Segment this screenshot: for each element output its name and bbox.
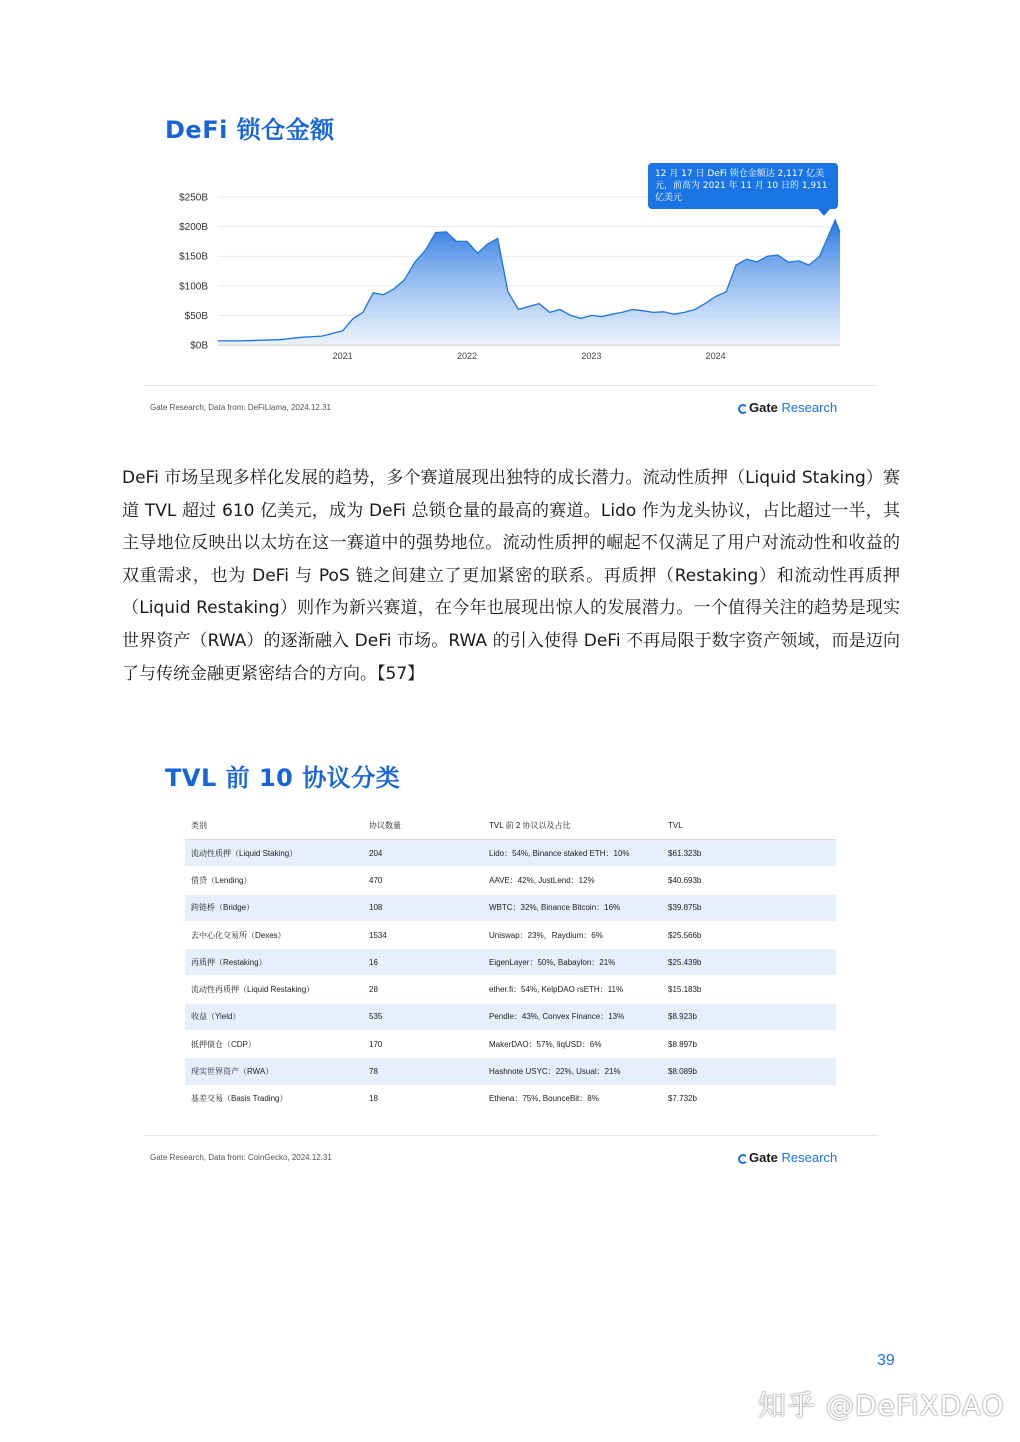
cell-protocol-count: 78 xyxy=(363,1058,483,1085)
header-tvl: TVL xyxy=(662,812,836,840)
header-category: 类别 xyxy=(185,812,363,840)
cell-protocol-count: 16 xyxy=(363,949,483,976)
cell-tvl: $8.897b xyxy=(662,1031,836,1058)
cell-top-protocols: Hashnote USYC：22%, Usual：21% xyxy=(483,1058,662,1085)
y-tick-label: $200B xyxy=(179,222,208,234)
header-top-protocols: TVL 前 2 协议以及占比 xyxy=(483,812,662,840)
watermark: 知乎 @DeFiXDAO xyxy=(758,1389,1005,1422)
table-row xyxy=(185,1085,836,1112)
chart-series xyxy=(218,220,840,345)
tvl-area-fill xyxy=(218,220,840,345)
cell-category: 跨链桥（Bridge） xyxy=(185,894,363,921)
cell-tvl: $15.183b xyxy=(662,976,836,1003)
table-row xyxy=(185,921,836,948)
y-tick-label: $100B xyxy=(179,281,208,293)
cell-top-protocols: WBTC：32%, Binance Bitcoin：16% xyxy=(483,894,662,921)
cell-protocol-count: 170 xyxy=(363,1031,483,1058)
cell-protocol-count: 470 xyxy=(363,867,483,894)
y-tick-label: $250B xyxy=(179,192,208,204)
table-title: TVL 前 10 协议分类 xyxy=(165,764,401,792)
y-tick-label: $0B xyxy=(190,340,208,352)
gate-logo-icon xyxy=(738,404,748,414)
table-row xyxy=(185,867,836,894)
cell-top-protocols: EigenLayer：50%, Babaylon：21% xyxy=(483,949,662,976)
cell-protocol-count: 1534 xyxy=(363,921,483,948)
cell-top-protocols: Pendle：43%, Convex Finance：13% xyxy=(483,1003,662,1030)
brand-name: Gate xyxy=(749,400,778,415)
cell-protocol-count: 18 xyxy=(363,1085,483,1112)
source-note: Gate Research, Data from: DeFiLlama, 2024.12.31 xyxy=(150,403,331,412)
cell-protocol-count: 28 xyxy=(363,976,483,1003)
divider xyxy=(143,385,878,386)
cell-top-protocols: MakerDAO：57%, liqUSD：6% xyxy=(483,1031,662,1058)
brand-suffix: Research xyxy=(781,400,838,415)
header-protocol-count: 协议数量 xyxy=(363,812,483,840)
cell-category: 现实世界资产（RWA） xyxy=(185,1058,363,1085)
tvl-category-table xyxy=(185,812,836,1113)
source-note: Gate Research, Data from: CoinGecko, 2024.12.31 xyxy=(150,1153,332,1162)
cell-category: 再质押（Restaking） xyxy=(185,949,363,976)
chart-annotation: 12 月 17 日 DeFi 锁仓金额达 2,117 亿美元，前高为 2021 年 11 月 10 日的 1,911 亿美元 xyxy=(648,163,838,209)
gate-logo-icon xyxy=(738,1154,748,1164)
cell-tvl: $25.439b xyxy=(662,949,836,976)
cell-top-protocols: Lido：54%, Binance staked ETH：10% xyxy=(483,840,662,867)
table-row xyxy=(185,840,836,867)
cell-protocol-count: 535 xyxy=(363,1003,483,1030)
cell-category: 流动性再质押（Liquid Restaking） xyxy=(185,976,363,1003)
cell-category: 流动性质押（Liquid Staking） xyxy=(185,840,363,867)
cell-tvl: $25.566b xyxy=(662,921,836,948)
table-row xyxy=(185,949,836,976)
cell-top-protocols: ether.fi：54%, KelpDAO rsETH：11% xyxy=(483,976,662,1003)
cell-top-protocols: AAVE：42%, JustLend：12% xyxy=(483,867,662,894)
table-row xyxy=(185,894,836,921)
cell-tvl: $8.923b xyxy=(662,1003,836,1030)
table-header-row xyxy=(185,812,836,840)
chart-annotation-pointer xyxy=(818,209,830,216)
y-tick-label: $150B xyxy=(179,251,208,263)
chart-title: DeFi 锁仓金额 xyxy=(165,116,335,144)
cell-category: 去中心化交易所（Dexes） xyxy=(185,921,363,948)
table-row xyxy=(185,1003,836,1030)
table-row xyxy=(185,976,836,1003)
x-tick-label: 2023 xyxy=(581,351,602,361)
table-row xyxy=(185,1058,836,1085)
cell-tvl: $61.323b xyxy=(662,840,836,867)
cell-tvl: $39.875b xyxy=(662,894,836,921)
x-tick-label: 2024 xyxy=(705,351,726,361)
cell-category: 基差交易（Basis Trading） xyxy=(185,1085,363,1112)
divider xyxy=(143,1135,878,1136)
cell-top-protocols: Uniswap：23%，Raydium：6% xyxy=(483,921,662,948)
cell-tvl: $40.693b xyxy=(662,867,836,894)
table-body xyxy=(185,840,836,1113)
cell-category: 收益（Yield） xyxy=(185,1003,363,1030)
cell-category: 抵押债仓（CDP） xyxy=(185,1031,363,1058)
cell-tvl: $8.089b xyxy=(662,1058,836,1085)
page-number: 39 xyxy=(877,1352,895,1369)
y-tick-label: $50B xyxy=(184,310,208,322)
cell-tvl: $7.732b xyxy=(662,1085,836,1112)
cell-category: 借贷（Lending） xyxy=(185,867,363,894)
gate-research-logo xyxy=(738,1150,837,1165)
gate-research-logo xyxy=(738,400,837,415)
brand-suffix: Research xyxy=(781,1150,838,1165)
brand-name: Gate xyxy=(749,1150,778,1165)
x-tick-label: 2022 xyxy=(456,351,478,361)
cell-top-protocols: Ethena：75%, BounceBit：8% xyxy=(483,1085,662,1112)
body-paragraph: DeFi 市场呈现多样化发展的趋势，多个赛道展现出独特的成长潜力。流动性质押（Liquid Staking）赛道 TVL 超过 610 亿美元，成为 DeFi 总锁仓量的最高的赛道。Lido 作为龙头协议，占比超过一半，其主导地位反映出以太坊在这一赛道中的强势地位。流动性质押的崛起不仅满足了用户对流动性和收益的双重需求，也为 DeFi 与 PoS 链之间建立了更加紧密的联系。再质押（Restaking）和流动性再质押（Liquid Restaking）则作为新兴赛道，在今年也展现出惊人的发展潜力。一个值得关注的趋势是现实世界资产（RWA）的逐渐融入 DeFi 市场。RWA 的引入使得 DeFi 不再局限于数字资产领域，而是迈向了与传统金融更紧密结合的方向。【57】 xyxy=(122,468,900,684)
cell-protocol-count: 108 xyxy=(363,894,483,921)
table-row xyxy=(185,1031,836,1058)
x-tick-label: 2021 xyxy=(332,351,353,361)
cell-protocol-count: 204 xyxy=(363,840,483,867)
